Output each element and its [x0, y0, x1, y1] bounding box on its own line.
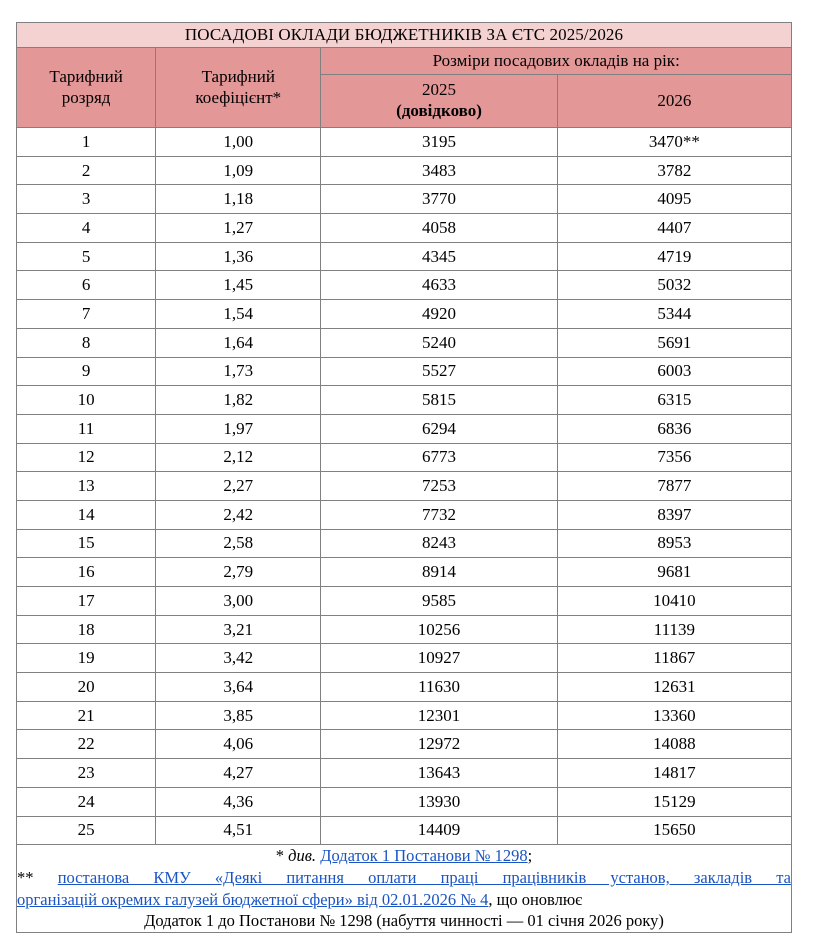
cell-coefficient: 2,12: [156, 443, 321, 472]
cell-salary-2026: 5344: [557, 300, 791, 329]
cell-salary-2025: 9585: [321, 587, 557, 616]
cell-salary-2026: 7877: [557, 472, 791, 501]
footnote-two-line1: [17, 867, 791, 889]
cell-rank: 17: [17, 587, 156, 616]
table-row: [17, 328, 792, 357]
header-coefficient-line2: коефіцієнт*: [195, 87, 282, 107]
cell-salary-2025: 3483: [321, 156, 557, 185]
cell-rank: 16: [17, 558, 156, 587]
cell-coefficient: 4,06: [156, 730, 321, 759]
page-title: ПОСАДОВІ ОКЛАДИ БЮДЖЕТНИКІВ ЗА ЄТС 2025/2026: [17, 23, 792, 48]
cell-coefficient: 1,97: [156, 414, 321, 443]
table-head: [17, 23, 792, 128]
cell-salary-2026: 14088: [557, 730, 791, 759]
table-row: [17, 443, 792, 472]
footnote-one-suffix: ;: [527, 846, 533, 866]
cell-salary-2025: 14409: [321, 816, 557, 845]
header-salaries-group: Розміри посадових окладів на рік:: [321, 48, 792, 75]
cell-coefficient: 1,18: [156, 185, 321, 214]
table-row: [17, 500, 792, 529]
table-row: [17, 242, 792, 271]
cell-coefficient: 1,27: [156, 214, 321, 243]
cell-rank: 7: [17, 300, 156, 329]
cell-salary-2025: 10256: [321, 615, 557, 644]
cell-salary-2026: 8397: [557, 500, 791, 529]
header-year-2025-note: (довідково): [396, 101, 482, 120]
header-rank-line2: розряд: [61, 87, 111, 107]
cell-salary-2025: 3195: [321, 128, 557, 157]
cell-rank: 14: [17, 500, 156, 529]
table-row: [17, 759, 792, 788]
table-row: [17, 787, 792, 816]
cell-salary-2026: 11867: [557, 644, 791, 673]
table-row: [17, 300, 792, 329]
cell-salary-2025: 12301: [321, 701, 557, 730]
cell-salary-2025: 6294: [321, 414, 557, 443]
cell-rank: 11: [17, 414, 156, 443]
cell-coefficient: 1,82: [156, 386, 321, 415]
table-row: [17, 128, 792, 157]
cell-salary-2025: 12972: [321, 730, 557, 759]
footnote-two-line3: Додаток 1 до Постанови № 1298 (набуття чинності — 01 січня 2026 року): [144, 911, 664, 931]
cell-coefficient: 3,64: [156, 673, 321, 702]
cell-coefficient: 1,64: [156, 328, 321, 357]
cell-salary-2025: 13643: [321, 759, 557, 788]
cell-rank: 9: [17, 357, 156, 386]
cell-salary-2025: 4058: [321, 214, 557, 243]
table-row: [17, 644, 792, 673]
cell-salary-2026: 13360: [557, 701, 791, 730]
cell-rank: 18: [17, 615, 156, 644]
footnote-two-tail: , що оновлює: [488, 889, 583, 909]
cell-rank: 3: [17, 185, 156, 214]
cell-rank: 1: [17, 128, 156, 157]
table-row: [17, 529, 792, 558]
footnote-two-line2: [17, 889, 791, 911]
cell-rank: 5: [17, 242, 156, 271]
footnotes-row: [17, 845, 792, 933]
cell-salary-2025: 5527: [321, 357, 557, 386]
cell-salary-2026: 5032: [557, 271, 791, 300]
table-row: [17, 472, 792, 501]
table-row: [17, 615, 792, 644]
cell-salary-2026: 5691: [557, 328, 791, 357]
cell-rank: 13: [17, 472, 156, 501]
cell-rank: 21: [17, 701, 156, 730]
cell-salary-2026: 11139: [557, 615, 791, 644]
cell-rank: 22: [17, 730, 156, 759]
cell-rank: 25: [17, 816, 156, 845]
cell-salary-2026: 9681: [557, 558, 791, 587]
cell-salary-2026: 4095: [557, 185, 791, 214]
cell-coefficient: 4,51: [156, 816, 321, 845]
cell-salary-2025: 7732: [321, 500, 557, 529]
cell-coefficient: 2,79: [156, 558, 321, 587]
cell-salary-2025: 8243: [321, 529, 557, 558]
cell-rank: 4: [17, 214, 156, 243]
cell-rank: 19: [17, 644, 156, 673]
cell-coefficient: 3,21: [156, 615, 321, 644]
header-year-2025: [321, 75, 557, 128]
cell-salary-2026: 4719: [557, 242, 791, 271]
cell-salary-2025: 13930: [321, 787, 557, 816]
cell-coefficient: 3,85: [156, 701, 321, 730]
salary-table-container: [16, 22, 792, 933]
cell-salary-2026: 15650: [557, 816, 791, 845]
table-body: [17, 128, 792, 845]
table-row: [17, 386, 792, 415]
cell-rank: 24: [17, 787, 156, 816]
footnote-two-link-part2[interactable]: організацій окремих галузей бюджетної сфери» від 02.01.2026 № 4: [17, 889, 489, 909]
salary-table: [16, 22, 792, 933]
footnote-two-link-part1[interactable]: постанова КМУ «Деякі питання оплати праці працівників установ, закладів та: [57, 867, 791, 887]
footnote-one-prefix: див.: [288, 846, 317, 866]
table-row: [17, 271, 792, 300]
header-rank-line1: Тарифний: [49, 66, 123, 86]
cell-salary-2026: 6315: [557, 386, 791, 415]
cell-coefficient: 3,42: [156, 644, 321, 673]
cell-salary-2025: 8914: [321, 558, 557, 587]
cell-salary-2025: 4633: [321, 271, 557, 300]
table-row: [17, 701, 792, 730]
table-row: [17, 587, 792, 616]
cell-salary-2025: 10927: [321, 644, 557, 673]
header-rank: [17, 48, 156, 128]
cell-rank: 8: [17, 328, 156, 357]
footnote-two-marker: **: [17, 867, 34, 887]
cell-salary-2026: 3470**: [557, 128, 791, 157]
cell-rank: 2: [17, 156, 156, 185]
footnotes-cell: [17, 845, 792, 933]
cell-coefficient: 1,36: [156, 242, 321, 271]
table-row: [17, 673, 792, 702]
cell-coefficient: 4,36: [156, 787, 321, 816]
cell-coefficient: 2,27: [156, 472, 321, 501]
header-coefficient-line1: Тарифний: [201, 66, 275, 86]
footnote-one-marker: *: [275, 846, 285, 866]
cell-salary-2026: 12631: [557, 673, 791, 702]
footnote-one-link[interactable]: Додаток 1 Постанови № 1298: [320, 846, 528, 866]
cell-rank: 6: [17, 271, 156, 300]
table-row: [17, 730, 792, 759]
cell-salary-2025: 5815: [321, 386, 557, 415]
cell-salary-2026: 10410: [557, 587, 791, 616]
table-row: [17, 414, 792, 443]
cell-salary-2026: 6836: [557, 414, 791, 443]
cell-salary-2025: 4345: [321, 242, 557, 271]
cell-salary-2025: 6773: [321, 443, 557, 472]
cell-salary-2025: 5240: [321, 328, 557, 357]
header-row-primary: [17, 48, 792, 75]
table-row: [17, 214, 792, 243]
cell-salary-2026: 7356: [557, 443, 791, 472]
footnote-one: [17, 845, 791, 867]
cell-coefficient: 2,58: [156, 529, 321, 558]
title-row: [17, 23, 792, 48]
table-foot: [17, 845, 792, 933]
cell-rank: 23: [17, 759, 156, 788]
cell-salary-2026: 6003: [557, 357, 791, 386]
cell-coefficient: 1,73: [156, 357, 321, 386]
cell-salary-2025: 7253: [321, 472, 557, 501]
cell-coefficient: 1,09: [156, 156, 321, 185]
cell-rank: 10: [17, 386, 156, 415]
cell-coefficient: 2,42: [156, 500, 321, 529]
cell-salary-2026: 8953: [557, 529, 791, 558]
table-row: [17, 816, 792, 845]
table-row: [17, 156, 792, 185]
table-row: [17, 185, 792, 214]
cell-coefficient: 1,45: [156, 271, 321, 300]
cell-salary-2026: 14817: [557, 759, 791, 788]
header-year-2025-value: 2025: [422, 80, 457, 100]
header-coefficient: [156, 48, 321, 128]
cell-salary-2025: 11630: [321, 673, 557, 702]
table-row: [17, 558, 792, 587]
cell-rank: 15: [17, 529, 156, 558]
cell-salary-2026: 4407: [557, 214, 791, 243]
cell-coefficient: 1,00: [156, 128, 321, 157]
table-row: [17, 357, 792, 386]
cell-coefficient: 3,00: [156, 587, 321, 616]
cell-rank: 12: [17, 443, 156, 472]
header-year-2026: 2026: [557, 75, 791, 128]
cell-coefficient: 1,54: [156, 300, 321, 329]
cell-salary-2026: 15129: [557, 787, 791, 816]
cell-salary-2025: 3770: [321, 185, 557, 214]
cell-salary-2025: 4920: [321, 300, 557, 329]
cell-coefficient: 4,27: [156, 759, 321, 788]
cell-salary-2026: 3782: [557, 156, 791, 185]
cell-rank: 20: [17, 673, 156, 702]
